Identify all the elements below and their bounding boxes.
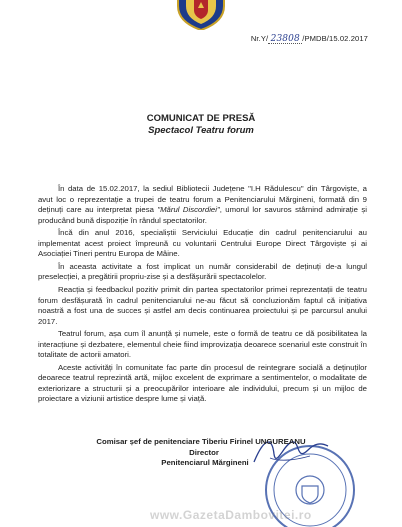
coat-of-arms-emblem-icon — [172, 0, 230, 30]
signature-block — [0, 437, 402, 469]
document-title: COMUNICAT DE PRESĂ — [146, 113, 256, 124]
paragraph-1 — [38, 184, 367, 226]
paragraph-1-text-b: , umorul lor savuros stârnind admirație și producând bună dispoziție în rândul spectatorilor. — [38, 205, 368, 225]
handwritten-registration-number: 23808 — [268, 35, 302, 44]
paragraph-2: Încă din anul 2016, specialiștii Serviciului Educație din cadrul penitenciarului au implementat acest proiect împreună cu voluntarii Centrului Europe Direct Târgoviște și ai Asociației Tineri pentru Europa de Mâine. — [38, 228, 367, 259]
document-subtitle: Spectacol Teatru forum — [148, 125, 254, 136]
signatory-institution: Penitenciarul Mărgineni — [161, 458, 249, 467]
signatory-name: Comisar șef de penitenciare Tiberiu Firinel UNGUREANU — [96, 437, 306, 446]
paragraph-4: Reacția și feedbackul pozitiv primit din partea spectatorilor primei reprezentații de teatru forum desfășurată în cadrul penitenciarului ne-au făcut să concluzionăm faptul că inițiativa noastră a fost una de succes și astfel am decis continuarea proiectului și pe parcursul anului 2017. — [38, 285, 367, 326]
paragraph-6: Aceste activități în comunitate fac parte din procesul de reintegrare socială a deținuților deoarece teatrul reprezintă artă, mijloc excelent de exprimare a sentimentelor, o modalitate de exteriorizare a structurii și a preocupărilor interioare ale individului, precum și un mijloc de proiectare a viziunii artistice despre lume și viață. — [38, 362, 367, 404]
paragraph-1-text-a: În data de 15.02.2017, la sediul Bibliotecii Județene "I.H Rădulescu" din Târgoviște, a avut loc o reprezentație a trupei de teatru forum a Penitenciarului Mărgineni, formată din 9 deținuți care au interpretat piesa — [38, 184, 367, 214]
registration-prefix: Nr.Y/ — [250, 34, 269, 43]
watermark: www.GazetaDambovitei.ro — [150, 508, 312, 522]
play-title: "Mărul Discordiei" — [157, 205, 220, 214]
registration-number — [251, 34, 368, 44]
paragraph-5: Teatrul forum, așa cum îl anunță și numele, este o formă de teatru ce dă posibilitatea la interacțiune și dezbatere, elementul cheie fiind improvizația deoarece scenariul este construit în totalitate de actorii amatori. — [38, 329, 367, 360]
paragraph-3: În aceasta activitate a fost implicat un număr considerabil de deținuți de-a lungul preselecției, a pregătirii propriu-zise și a desfășurării spectacolelor. — [38, 261, 367, 282]
document-body — [38, 184, 367, 407]
registration-suffix: /PMDB/15.02.2017 — [302, 34, 368, 43]
signatory-role: Director — [189, 447, 219, 457]
